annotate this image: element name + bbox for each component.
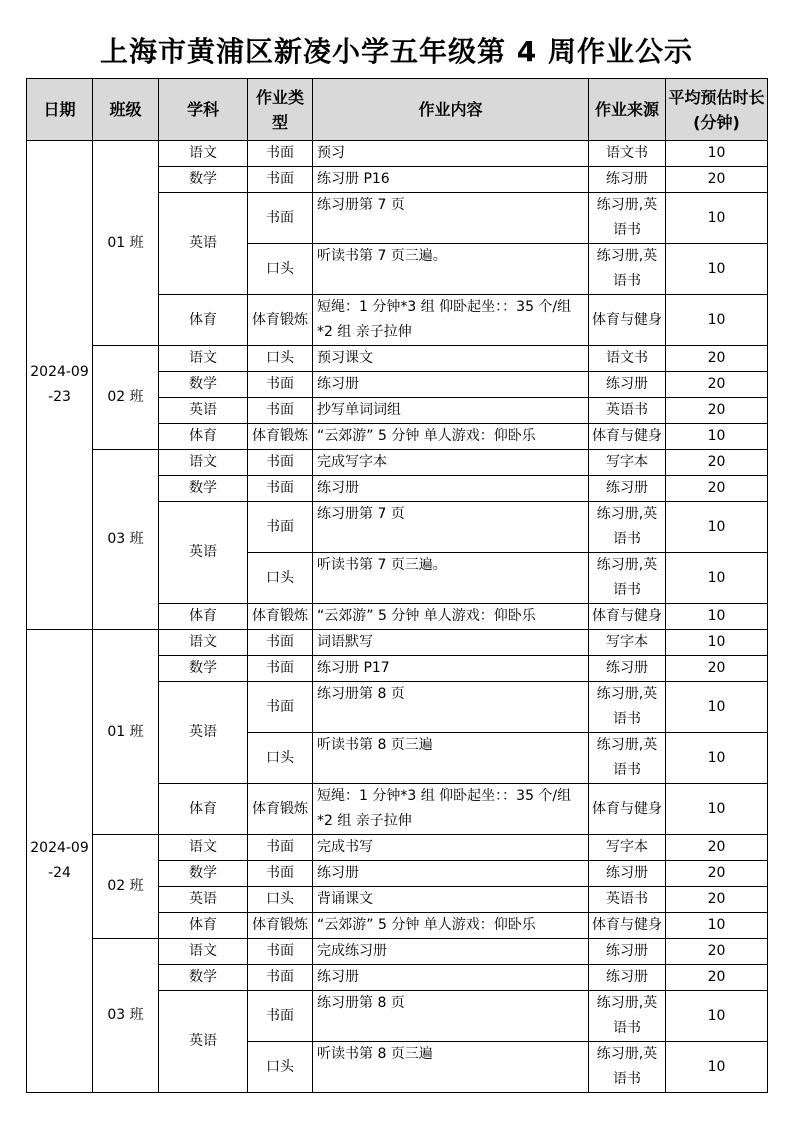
subject-cell: 语文 <box>159 835 248 861</box>
content-cell: 完成写字本 <box>313 450 589 476</box>
subject-cell: 体育 <box>159 604 248 630</box>
type-cell: 体育锻炼 <box>248 913 313 939</box>
type-cell: 口头 <box>248 887 313 913</box>
source-cell: 体育与健身 <box>589 784 666 835</box>
content-cell: 预习 <box>313 141 589 167</box>
subject-cell: 语文 <box>159 939 248 965</box>
subject-cell: 数学 <box>159 167 248 193</box>
duration-cell: 10 <box>666 630 768 656</box>
subject-cell: 数学 <box>159 861 248 887</box>
content-cell: 预习课文 <box>313 346 589 372</box>
class-cell: 01 班 <box>93 141 159 346</box>
duration-cell: 10 <box>666 733 768 784</box>
type-cell: 书面 <box>248 656 313 682</box>
content-cell: 练习册 <box>313 476 589 502</box>
content-cell: 练习册 P16 <box>313 167 589 193</box>
type-cell: 书面 <box>248 141 313 167</box>
subject-cell: 数学 <box>159 372 248 398</box>
date-cell: 2024-09-24 <box>27 630 93 1093</box>
content-cell: 听读书第 8 页三遍 <box>313 1042 589 1093</box>
duration-cell: 10 <box>666 193 768 244</box>
content-cell: 听读书第 8 页三遍 <box>313 733 589 784</box>
type-cell: 口头 <box>248 1042 313 1093</box>
subject-cell: 体育 <box>159 913 248 939</box>
type-cell: 口头 <box>248 346 313 372</box>
source-cell: 练习册,英语书 <box>589 1042 666 1093</box>
subject-cell: 英语 <box>159 502 248 604</box>
type-cell: 书面 <box>248 167 313 193</box>
type-cell: 书面 <box>248 450 313 476</box>
duration-cell: 20 <box>666 939 768 965</box>
content-cell: 练习册 P17 <box>313 656 589 682</box>
duration-cell: 20 <box>666 346 768 372</box>
subject-cell: 语文 <box>159 630 248 656</box>
source-cell: 练习册 <box>589 167 666 193</box>
type-cell: 书面 <box>248 398 313 424</box>
type-cell: 体育锻炼 <box>248 784 313 835</box>
subject-cell: 数学 <box>159 965 248 991</box>
duration-cell: 10 <box>666 682 768 733</box>
source-cell: 体育与健身 <box>589 424 666 450</box>
content-cell: 练习册第 7 页 <box>313 502 589 553</box>
duration-cell: 10 <box>666 295 768 346</box>
subject-cell: 语文 <box>159 450 248 476</box>
source-cell: 练习册 <box>589 372 666 398</box>
source-cell: 练习册 <box>589 939 666 965</box>
subject-cell: 数学 <box>159 656 248 682</box>
source-cell: 语文书 <box>589 141 666 167</box>
source-cell: 体育与健身 <box>589 913 666 939</box>
source-cell: 练习册 <box>589 965 666 991</box>
source-cell: 练习册,英语书 <box>589 733 666 784</box>
duration-cell: 10 <box>666 141 768 167</box>
source-cell: 练习册 <box>589 861 666 887</box>
content-cell: 背诵课文 <box>313 887 589 913</box>
type-cell: 书面 <box>248 630 313 656</box>
content-cell: 练习册 <box>313 372 589 398</box>
table-row <box>27 450 768 476</box>
table-row <box>27 835 768 861</box>
content-cell: 听读书第 7 页三遍。 <box>313 553 589 604</box>
header-row <box>27 79 768 141</box>
type-cell: 书面 <box>248 502 313 553</box>
duration-cell: 20 <box>666 861 768 887</box>
content-cell: 完成练习册 <box>313 939 589 965</box>
header-content: 作业内容 <box>313 79 589 141</box>
source-cell: 语文书 <box>589 346 666 372</box>
subject-cell: 数学 <box>159 476 248 502</box>
duration-cell: 10 <box>666 502 768 553</box>
class-cell: 01 班 <box>93 630 159 835</box>
source-cell: 体育与健身 <box>589 295 666 346</box>
header-duration: 平均预估时长(分钟) <box>666 79 768 141</box>
type-cell: 体育锻炼 <box>248 424 313 450</box>
subject-cell: 英语 <box>159 682 248 784</box>
type-cell: 体育锻炼 <box>248 604 313 630</box>
subject-cell: 英语 <box>159 193 248 295</box>
subject-cell: 英语 <box>159 991 248 1093</box>
class-cell: 03 班 <box>93 939 159 1093</box>
type-cell: 书面 <box>248 965 313 991</box>
content-cell: 抄写单词词组 <box>313 398 589 424</box>
duration-cell: 10 <box>666 784 768 835</box>
content-cell: 词语默写 <box>313 630 589 656</box>
source-cell: 练习册,英语书 <box>589 193 666 244</box>
type-cell: 书面 <box>248 835 313 861</box>
source-cell: 练习册,英语书 <box>589 991 666 1042</box>
source-cell: 写字本 <box>589 630 666 656</box>
source-cell: 练习册 <box>589 656 666 682</box>
content-cell: 短绳：1 分钟*3 组 仰卧起坐：：35 个/组*2 组 亲子拉伸 <box>313 784 589 835</box>
source-cell: 练习册,英语书 <box>589 244 666 295</box>
homework-table <box>26 78 768 1093</box>
source-cell: 练习册 <box>589 476 666 502</box>
subject-cell: 体育 <box>159 295 248 346</box>
class-cell: 03 班 <box>93 450 159 630</box>
source-cell: 体育与健身 <box>589 604 666 630</box>
type-cell: 书面 <box>248 193 313 244</box>
content-cell: 完成书写 <box>313 835 589 861</box>
type-cell: 书面 <box>248 682 313 733</box>
header-subject: 学科 <box>159 79 248 141</box>
subject-cell: 英语 <box>159 398 248 424</box>
duration-cell: 10 <box>666 991 768 1042</box>
type-cell: 书面 <box>248 861 313 887</box>
content-cell: 练习册第 7 页 <box>313 193 589 244</box>
page-title: 上海市黄浦区新凌小学五年级第 4 周作业公示 <box>100 35 693 68</box>
class-cell: 02 班 <box>93 346 159 450</box>
table-row <box>27 939 768 965</box>
table-row <box>27 141 768 167</box>
table-row <box>27 346 768 372</box>
duration-cell: 20 <box>666 450 768 476</box>
subject-cell: 体育 <box>159 784 248 835</box>
table-body <box>27 141 768 1093</box>
duration-cell: 10 <box>666 244 768 295</box>
source-cell: 写字本 <box>589 450 666 476</box>
type-cell: 口头 <box>248 733 313 784</box>
header-class: 班级 <box>93 79 159 141</box>
source-cell: 写字本 <box>589 835 666 861</box>
content-cell: “云郊游” 5 分钟 单人游戏：仰卧乐 <box>313 913 589 939</box>
content-cell: 听读书第 7 页三遍。 <box>313 244 589 295</box>
duration-cell: 20 <box>666 476 768 502</box>
duration-cell: 20 <box>666 835 768 861</box>
content-cell: “云郊游” 5 分钟 单人游戏：仰卧乐 <box>313 604 589 630</box>
source-cell: 英语书 <box>589 887 666 913</box>
header-date: 日期 <box>27 79 93 141</box>
type-cell: 书面 <box>248 939 313 965</box>
type-cell: 书面 <box>248 476 313 502</box>
duration-cell: 10 <box>666 1042 768 1093</box>
date-cell: 2024-09-23 <box>27 141 93 630</box>
type-cell: 体育锻炼 <box>248 295 313 346</box>
duration-cell: 20 <box>666 372 768 398</box>
source-cell: 练习册,英语书 <box>589 682 666 733</box>
table-row <box>27 630 768 656</box>
subject-cell: 语文 <box>159 141 248 167</box>
content-cell: 短绳：1 分钟*3 组 仰卧起坐：：35 个/组*2 组 亲子拉伸 <box>313 295 589 346</box>
duration-cell: 10 <box>666 913 768 939</box>
content-cell: 练习册 <box>313 965 589 991</box>
source-cell: 练习册,英语书 <box>589 502 666 553</box>
duration-cell: 20 <box>666 887 768 913</box>
class-cell: 02 班 <box>93 835 159 939</box>
type-cell: 书面 <box>248 991 313 1042</box>
header-type: 作业类型 <box>248 79 313 141</box>
subject-cell: 体育 <box>159 424 248 450</box>
duration-cell: 20 <box>666 167 768 193</box>
content-cell: 练习册 <box>313 861 589 887</box>
duration-cell: 10 <box>666 553 768 604</box>
type-cell: 口头 <box>248 553 313 604</box>
subject-cell: 英语 <box>159 887 248 913</box>
subject-cell: 语文 <box>159 346 248 372</box>
header-source: 作业来源 <box>589 79 666 141</box>
source-cell: 英语书 <box>589 398 666 424</box>
content-cell: “云郊游” 5 分钟 单人游戏：仰卧乐 <box>313 424 589 450</box>
source-cell: 练习册,英语书 <box>589 553 666 604</box>
duration-cell: 10 <box>666 604 768 630</box>
content-cell: 练习册第 8 页 <box>313 991 589 1042</box>
duration-cell: 10 <box>666 424 768 450</box>
content-cell: 练习册第 8 页 <box>313 682 589 733</box>
duration-cell: 20 <box>666 656 768 682</box>
duration-cell: 20 <box>666 398 768 424</box>
type-cell: 书面 <box>248 372 313 398</box>
duration-cell: 20 <box>666 965 768 991</box>
type-cell: 口头 <box>248 244 313 295</box>
